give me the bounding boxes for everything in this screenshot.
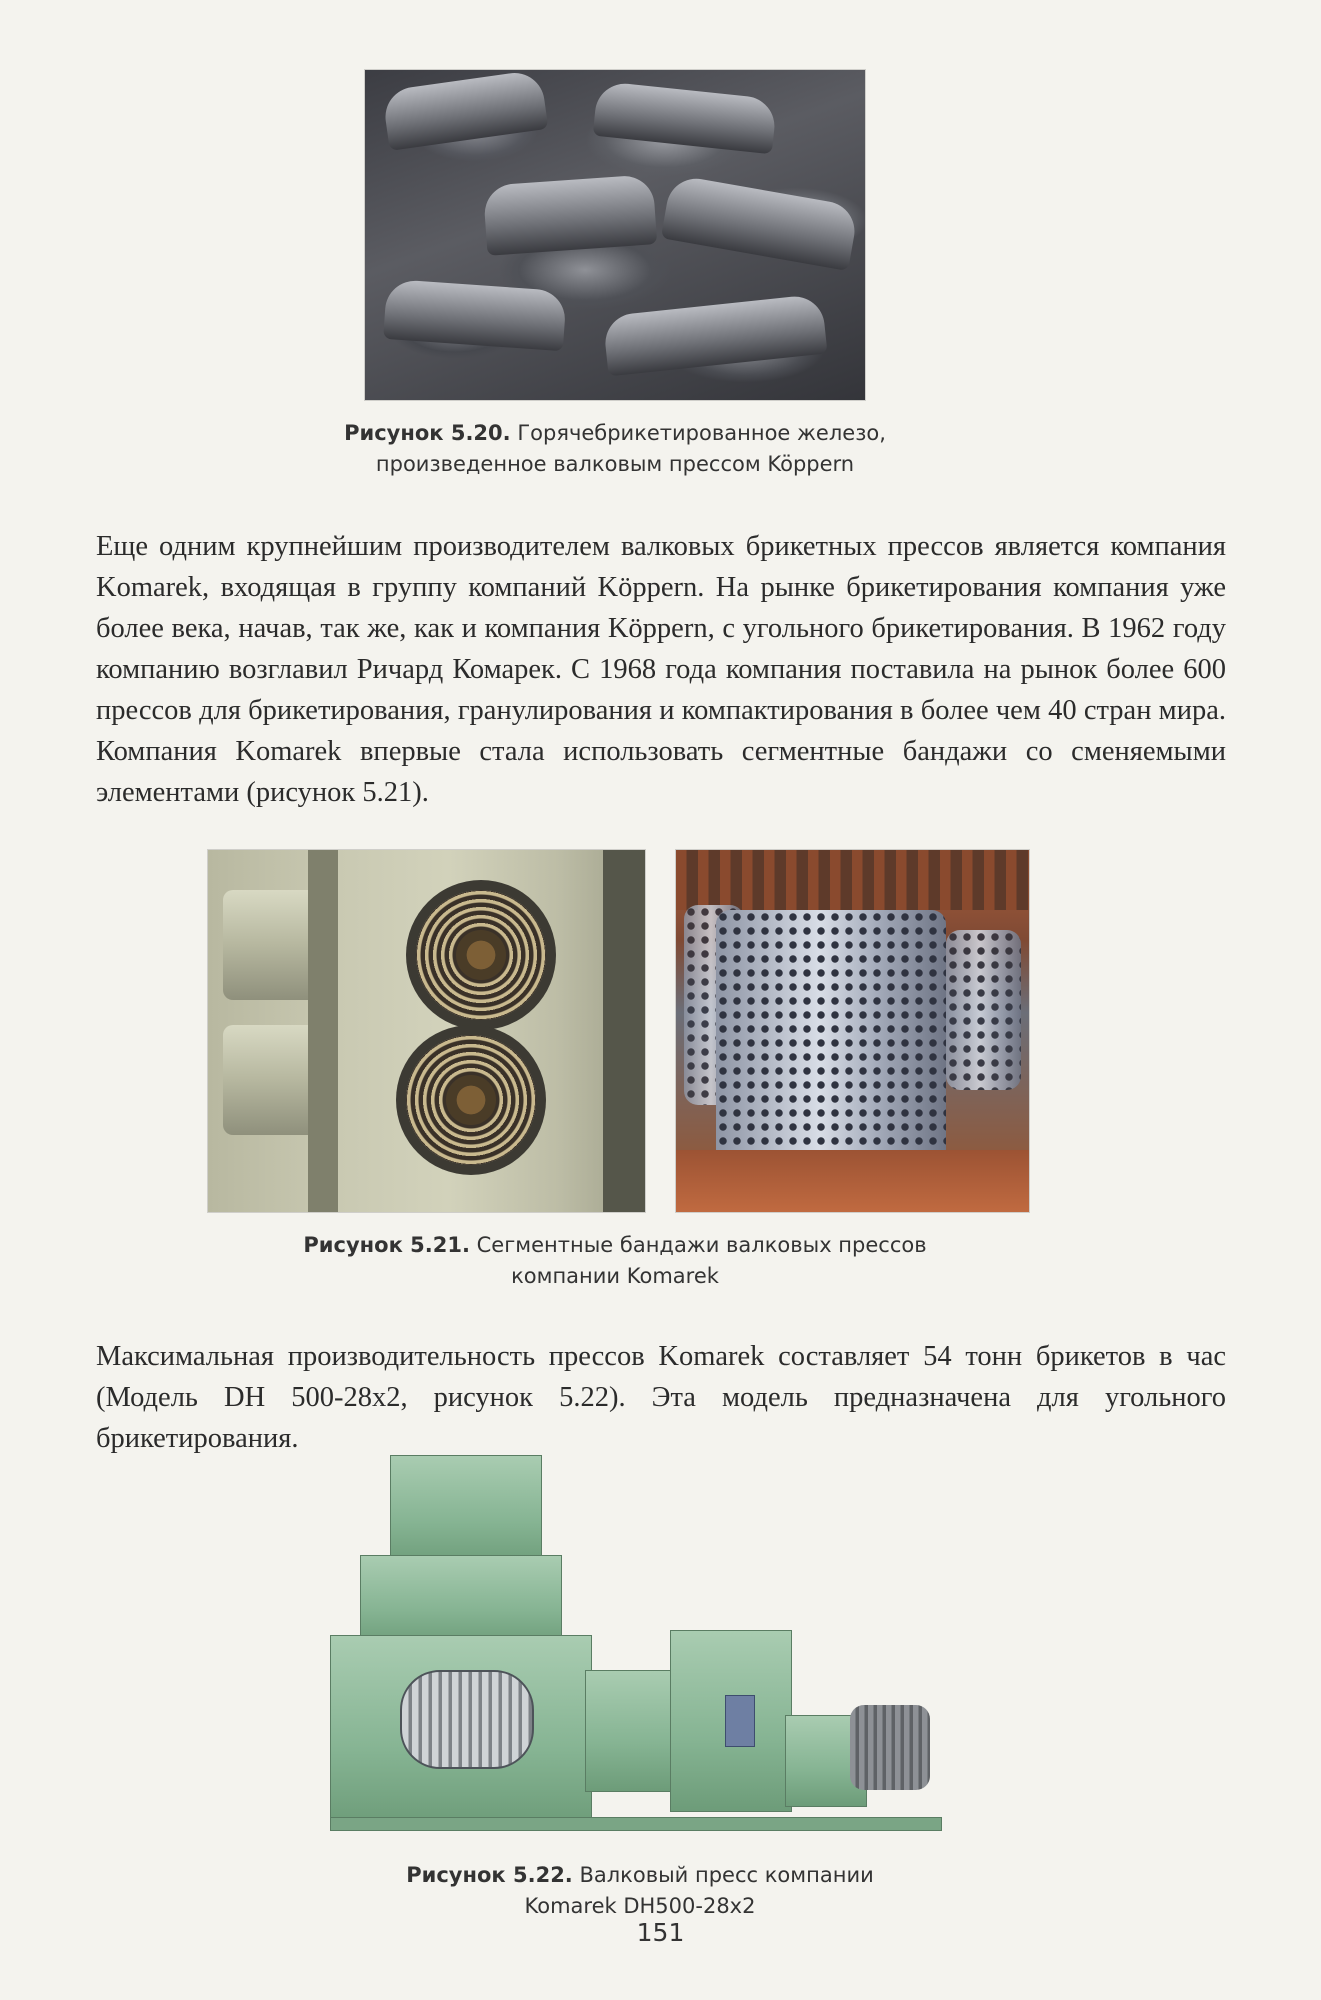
page-number: 151 [636, 1918, 685, 1947]
caption-text: Komarek DH500-28x2 [524, 1894, 756, 1918]
figure-caption-5-22 [330, 1860, 950, 1922]
caption-text: Валковый пресс компании [579, 1863, 874, 1887]
body-paragraph: Максимальная производительность прессов Komarek составляет 54 тонн брикетов в час (Модель DH 500-28x2, рисунок 5.22). Эта модель предназначена для угольного брикетирования. [96, 1341, 1226, 1454]
figure-label: Рисунок 5.22. [406, 1863, 573, 1887]
caption-text: произведенное валковым прессом Köppern [375, 452, 855, 476]
figure-caption-5-20 [300, 418, 930, 480]
photo-segment-rings [676, 850, 1029, 1212]
photo-hot-briquetted-iron [365, 70, 865, 400]
figure-caption-5-21 [250, 1230, 980, 1292]
caption-text: Сегментные бандажи валковых прессов [476, 1233, 927, 1257]
body-paragraph: Еще одним крупнейшим производителем валковых брикетных прессов является компания Komarek, входящая в группу компаний Köppern. На рынке брикетирования компания уже более века, начав, так же, как и компания Köppern, с угольного брикетирования. В 1962 году компанию возглавил Ричард Комарек. С 1968 года компания поставила на рынок более 600 прессов для брикетирования, гранулирования и компактирования в более чем 40 стран мира. Компания Komarek впервые стала использовать сегментные бандажи со сменяемыми элементами (рисунок 5.21). [96, 531, 1226, 808]
figure-label: Рисунок 5.20. [344, 421, 511, 445]
photo-roller-press-dh500 [330, 1455, 950, 1850]
figure-label: Рисунок 5.21. [303, 1233, 470, 1257]
photo-press-rollers [208, 850, 645, 1212]
caption-text: компании Komarek [511, 1264, 719, 1288]
caption-text: Горячебрикетированное железо, [517, 421, 886, 445]
